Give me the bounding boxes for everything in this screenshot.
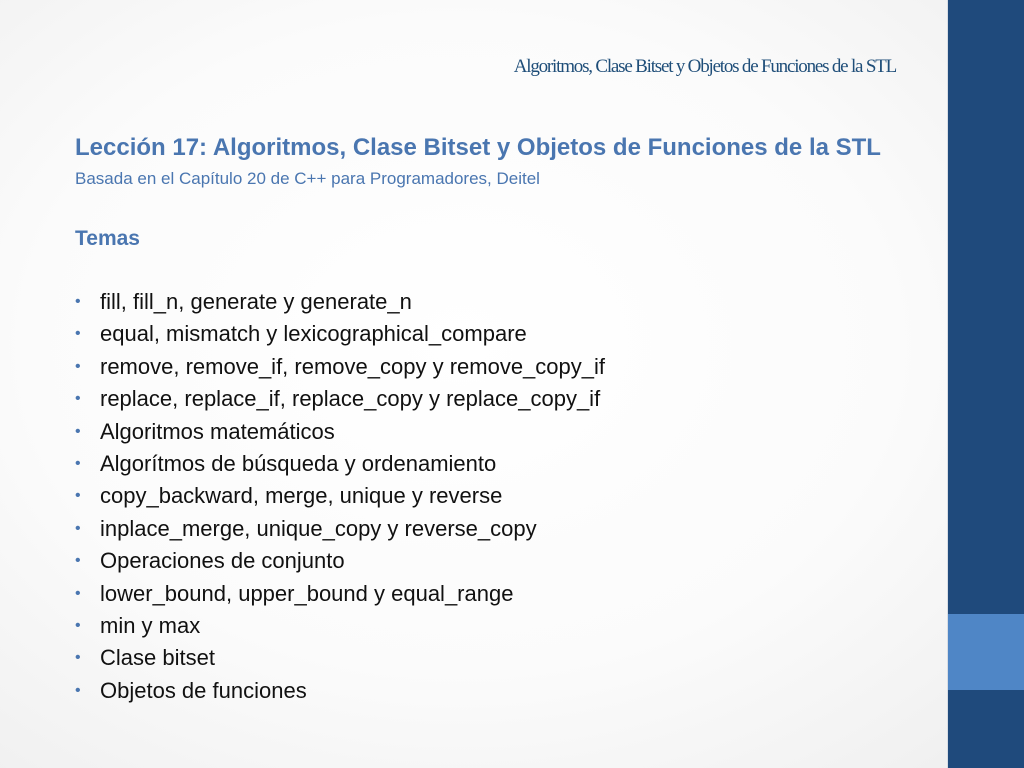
topic-item xyxy=(75,416,915,448)
topic-text: fill, fill_n, generate y generate_n xyxy=(100,289,412,314)
bullet-icon: • xyxy=(75,390,81,408)
topic-item xyxy=(75,610,915,642)
topic-text: Operaciones de conjunto xyxy=(100,548,345,574)
topic-item xyxy=(75,545,915,577)
topic-text: Algorítmos de búsqueda y ordenamiento xyxy=(100,451,497,477)
topic-text: Clase bitset xyxy=(100,645,215,671)
topics-heading: Temas xyxy=(75,227,140,250)
side-band-accent xyxy=(948,614,1024,690)
side-band-top xyxy=(948,0,1024,614)
bullet-icon: • xyxy=(75,649,81,667)
bullet-icon: • xyxy=(75,519,81,537)
topic-text: remove, remove_if, remove_copy y remove_copy_if xyxy=(100,353,605,379)
topic-item xyxy=(75,286,915,318)
topic-item xyxy=(75,383,915,415)
topic-item xyxy=(75,351,915,383)
topic-item xyxy=(75,642,915,674)
topic-list xyxy=(75,286,915,707)
lesson-heading: Lección 17: Algoritmos, Clase Bitset y Objetos de Funciones de la STL xyxy=(75,134,881,161)
bullet-icon: • xyxy=(75,681,81,699)
topic-item xyxy=(75,513,915,545)
topic-text: inplace_merge, unique_copy y reverse_copy xyxy=(100,515,537,541)
topic-item xyxy=(75,675,915,707)
topic-item xyxy=(75,318,915,350)
topic-text: Algoritmos matemáticos xyxy=(100,418,335,444)
topic-text: replace, replace_if, replace_copy y replace_copy_if xyxy=(100,386,601,412)
topic-text: copy_backward, merge, unique y reverse xyxy=(100,483,503,509)
topic-item xyxy=(75,480,915,512)
topic-text: equal, mismatch y lexicographical_compare xyxy=(100,321,527,347)
bullet-icon: • xyxy=(75,487,81,505)
side-band-bottom xyxy=(948,690,1024,768)
topic-item xyxy=(75,578,915,610)
bullet-icon: • xyxy=(75,455,81,473)
bullet-icon: • xyxy=(75,325,81,343)
topic-text: min y max xyxy=(100,613,201,639)
topic-text: Objetos de funciones xyxy=(100,677,307,703)
lesson-subtitle: Basada en el Capítulo 20 de C++ para Programadores, Deitel xyxy=(75,169,540,188)
topic-text: lower_bound, upper_bound y equal_range xyxy=(100,580,514,606)
bullet-icon: • xyxy=(75,293,81,310)
bullet-icon: • xyxy=(75,617,81,635)
bullet-icon: • xyxy=(75,357,81,375)
bullet-icon: • xyxy=(75,422,81,440)
bullet-icon: • xyxy=(75,584,81,602)
topic-item xyxy=(75,448,915,480)
bullet-icon: • xyxy=(75,552,81,570)
slide-header-title: Algoritmos, Clase Bitset y Objetos de Funciones de la STL xyxy=(513,56,896,77)
